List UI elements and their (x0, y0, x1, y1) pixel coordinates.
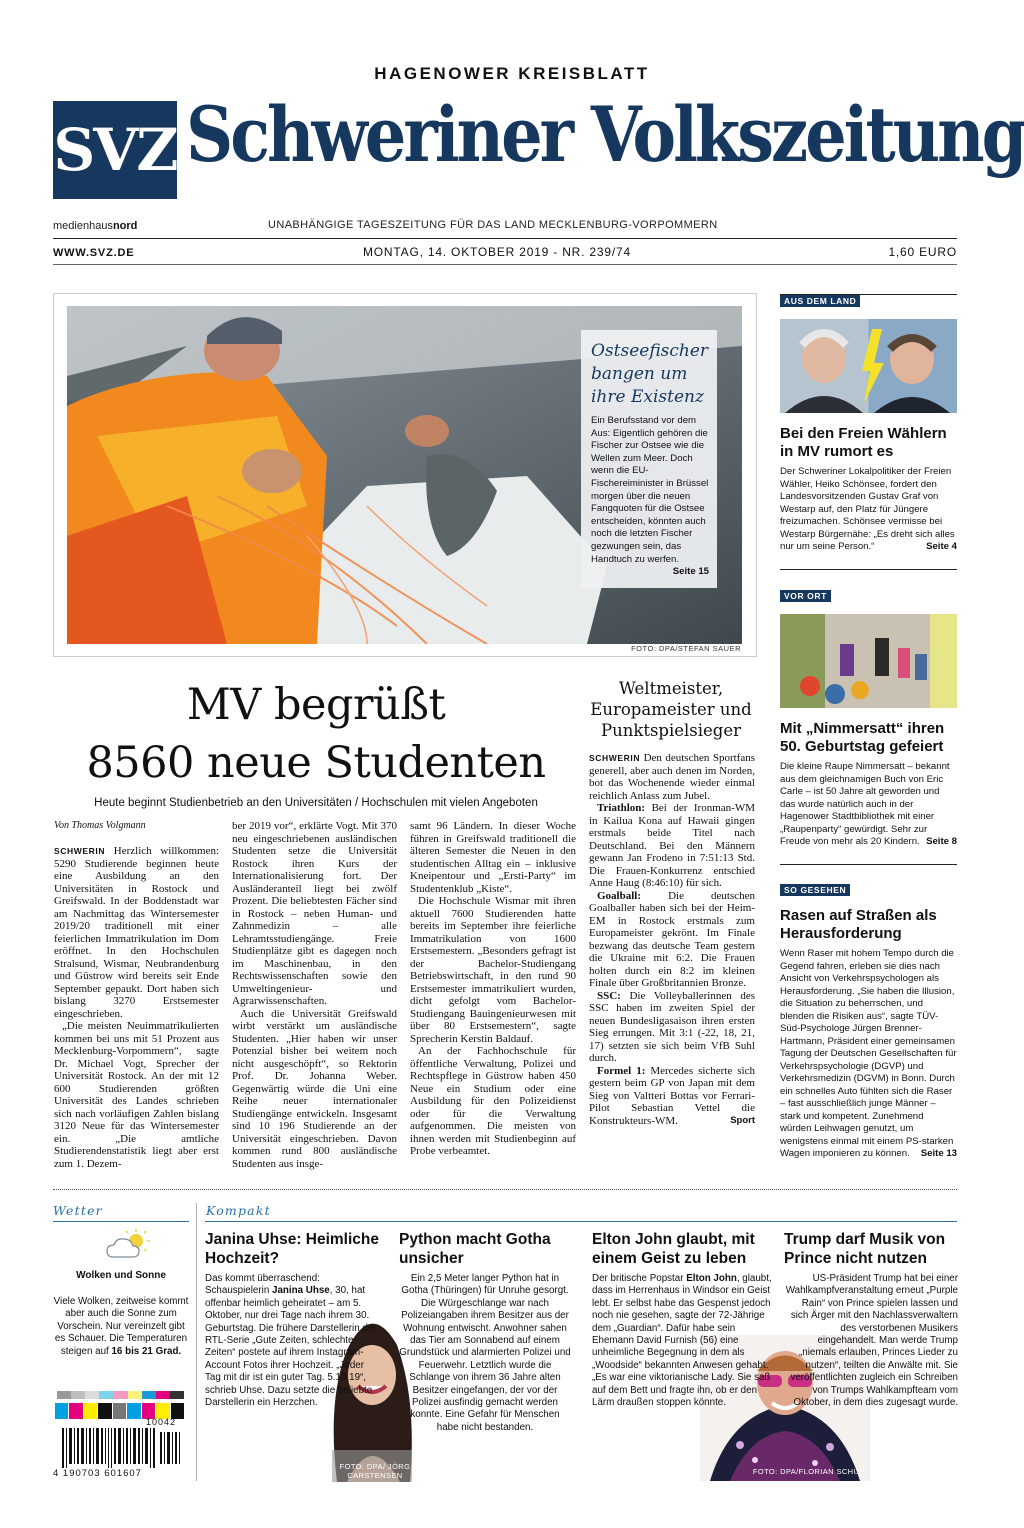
kompakt-item-1-text (205, 1273, 377, 1409)
ort-headline: Mit „Nimmersatt“ ihren 50. Geburtstag gefeiert (780, 720, 945, 755)
tagline: UNABHÄNGIGE TAGESZEITUNG FÜR DAS LAND MECKLENBURG-VORPOMMERN (268, 219, 718, 231)
sidebar-rule-gesehen (780, 864, 957, 865)
lead-headline-line1: MV begrüßt (186, 680, 446, 730)
politicians-photo (780, 319, 957, 413)
photo-caption-body: Ein Berufsstand vor dem Aus: Eigentlich gehören die Fischer zur Ostsee wie die Wellen zum Meer. Doch wenn die EU-Fischereiminister in Brüssel morgen über die neuen Fangquoten für die Ostsee entscheiden, könnten auch noch die letzten Fischer gezwungen sein, das Handtuch zu werfen. (591, 415, 709, 565)
land-text (780, 466, 957, 554)
lead-col3-para3: An der Fachhochschule für öffentliche Verwaltung, Polizei und Rechtspflege in Güstrow haben 450 Neue ein Studium oder eine Ausbildung für den Polizeidienst oder für die Verwaltung aufgenommen. Die meisten von ihnen werden mit Studienbeginn auf Probe verbeamtet. (410, 1045, 576, 1157)
photo-credit: FOTO: DPA/STEFAN SAUER (631, 644, 741, 653)
barcode-number: 4 190703 601607 (53, 1468, 142, 1479)
lead-headline (54, 676, 578, 792)
lead-location: SCHWERIN (54, 846, 106, 856)
ort-text-body: Die kleine Raupe Nimmersatt – bekannt aus dem gleichnamigen Buch von Eric Carle – ist 50 Jahre alt geworden und das wurde natürlich auch in der Hagenower Stadtbibliothek mit einer „Raupenparty“ gewürdigt. Sehr zur Freude von mehr als 20 Kindern. (780, 761, 950, 847)
kompakt-item-3-headline: Elton John glaubt, mit einem Geist zu leben (592, 1231, 755, 1267)
section-label-vor-ort: VOR ORT (780, 590, 831, 602)
photo-caption-page-ref[interactable]: Seite 15 (672, 566, 709, 578)
publisher-name-a: medienhaus (53, 220, 113, 232)
section-label-aus-dem-land: AUS DEM LAND (780, 295, 860, 307)
gesehen-text-body: Wenn Raser mit hohem Tempo durch die Gegend fahren, erleben sie dies nach Ansicht von Verkehrspsychologen als Herausforderung. „Sie haben die Illusion, die Situation zu beherrschen, und blenden die Risiken aus“, sagte TÜV-Süd-Psychologe Jürgen Brenner-Hartmann, Präsident einer gemeinsamen Tagung der Deutschen Gesellschaften für Verkehrspsychologie (DGVP) und Verkehrsmedizin (DGVM) in Bonn. Durch ein schnelles Auto fühlten sich die Raser – fast ausschließlich junge Männer – stark und kompetent. Zunehmend würden Leihwagen genutzt, um wenigstens einmal mit einem PS-starken Wagen imponieren zu können. (780, 948, 957, 1159)
lead-headline-line2: 8560 neue Studenten (86, 738, 546, 788)
weather-text (53, 1296, 189, 1358)
lead-col3-para2: Die Hochschule Wismar mit ihren aktuell 7600 Studierenden hatte bereits im September ihre feierliche Immatrikulation von 1600 Erstsemestern. „Besonders gefragt ist der Bachelor-Studiengang Betriebswirtschaft, in den rund 90 Erstsemester immatrikuliert wurden, dicht gefolgt vom Bachelor-Studiengang Bauingenieurwesen mit über 80 Erstsemestern“, sagte Sprecherin Kerstin Baldauf. (410, 895, 576, 1045)
sport-page-ref[interactable]: Sport (730, 1114, 755, 1126)
lead-col1-para2: „Die meisten Neuimmatrikulierten kommen bei uns mit 51 Prozent aus Mecklenburg-Vorpommern“, sagte Dr. Michael Vogt, Sprecher der Universität Rostock. An der mit 12 600 Studierenden größten Universität des Landes schrieben sich nach vorläufigen Zahlen bislang 3120 Neue für das Wintersemester ein. „Die amtliche Studierendenstatistik liegt aber erst zum 1. Dezem- (54, 1020, 219, 1170)
kompakt-underline (205, 1221, 957, 1222)
gesehen-page-ref[interactable]: Seite 13 (920, 1148, 957, 1159)
publisher-logo (53, 220, 137, 232)
sport-intro-text: Den deutschen Sportfans generell, aber auch denen im Norden, bot das Wochenende wieder einmal reichlich Anlass zum Jubel. (589, 752, 755, 802)
lead-column-2 (232, 820, 397, 1170)
publisher-name-b: nord (112, 220, 138, 232)
kompakt-item-4-headline: Trump darf Musik von Prince nicht nutzen (784, 1231, 946, 1267)
kompakt-item-3-text (592, 1273, 772, 1409)
gesehen-text (780, 948, 957, 1161)
lead-byline: Von Thomas Volgmann (54, 820, 146, 831)
newspaper-title: Schweriner Volkszeitung (186, 90, 1024, 179)
land-text-body: Der Schweriner Lokalpolitiker der Freien Wähler, Heiko Schönsee, fordert den Landesvorsitzenden Gustav Graf von Westarp auf, den Platz für Jüngere freizumachen. Schönsee vermisse bei Westarp Bürgernähe: „Es dreht sich alles nur um seine Person.“ (780, 466, 955, 552)
dateline: MONTAG, 14. OKTOBER 2019 - NR. 239/74 (363, 245, 631, 259)
caterpillar-party-photo (780, 614, 957, 708)
color-calibration-bar (57, 1391, 184, 1399)
sport-column (589, 752, 755, 1127)
lead-col1-intro: Herzlich willkommen: 5290 Studierende beginnen heute eine Ausbildung an den Universitäten in Rostock und Greifswald. In der Boddenstadt war am Nachmittag das Wintersemester 2019/20 traditionell mit einer feierlichen Immatrikulation im Dom eröffnet. In den Hochschulen Stralsund, Wismar, Neubrandenburg und Güstrow wird bereits seit Ende September gepaukt. Dort haben sich bislang 3270 Erstsemester eingeschrieben. (54, 845, 220, 1020)
sport-triathlon-text: Bei der Ironman-WM in Kailua Kona auf Hawaii gingen erstmals beide Titel nach Deutschland. Bei den Männern gewann Jan Frodeno in 7:51:13 Std. Die Frauen-Konkurrenz entschied Anne Haug (8:46:10) für sich. (589, 802, 755, 889)
politicians-illustration (780, 319, 957, 413)
lead-col2-para2: Auch die Universität Greifswald wirbt verstärkt um ausländische Studenten. „Hier haben wir unser Potenzial bisher bei weitem noch nicht ausgeschöpft“, so Rektorin Prof. Dr. Johanna Weber. Gegenwärtig würde die Uni eine Reihe neuer internationaler Studiengänge entwickeln. Insgesamt sind 10 196 Studierende an der Universität eingeschrieben. Davon kommen rund 800 ausländische Studenten aus insge- (232, 1007, 397, 1170)
lead-col3-para1: samt 96 Ländern. In dieser Woche führen in Greifswald traditionell die älteren Semester die Neuen in den studentischen Alltag ein – inklusive Kneipentour und „Ersti-Party“ im Studentenklub „Kiste“. (410, 820, 576, 895)
kompakt-item-2-headline: Python macht Gotha unsicher (399, 1231, 551, 1267)
sport-formel1-text: Mercedes sicherte sich gestern beim GP von Japan mit dem Sieg von Valtteri Bottas vor Ferrari-Pilot Sebastian Vettel die Konstrukteurs-WM. (589, 1064, 755, 1127)
ort-text (780, 761, 957, 849)
bottom-section-rule (53, 1189, 957, 1190)
kompakt-item-3-text-b: , glaubt, dass im Herrenhaus in Windsor ein Geist lebt. Er selbst habe das Gespenst jedoch noch nie gesehen, sagte der 72-Jährige dem „Guardian“. Dafür habe sein Ehemann David Furnish (56) eine unheimliche Begegnung in dem als „Woodside“ bekannten Anwesen gehabt. „Es war eine viktorianische Lady. Sie saß auf dem Bett und fragte ihn, ob er den Lärm draußen stoppen könnte. (592, 1273, 772, 1409)
photo-caption-text (591, 415, 709, 578)
cloud-sun-icon (103, 1229, 153, 1261)
weather-title: Wolken und Sonne (76, 1270, 166, 1281)
sport-headline: Weltmeister, Europameister und Punktspielsieger (590, 679, 752, 740)
gesehen-headline: Rasen auf Straßen als Herausforderung (780, 907, 937, 942)
column-divider (196, 1203, 197, 1481)
weather-text-body: Viele Wolken, zeitweise kommt aber auch die Sonne zum Vorschein. Nur vereinzelt gibt es Schauer. Die Temperaturen steigen auf (53, 1296, 189, 1357)
website-link[interactable]: WWW.SVZ.DE (53, 247, 135, 259)
sport-goalball-text: Die deutschen Goalballer haben sich bei der Heim-EM in Rostock erstmals zum Europameister gekrönt. Im Finale bezwang das deutsche Team gestern die Ukraine mit 6:2. Die Frauen holten durch ein 8:2 im kleinen Finale über Großbritannien Bronze. (589, 889, 755, 989)
ort-page-ref[interactable]: Seite 8 (926, 836, 957, 847)
sport-ssc-label: SSC: (597, 989, 621, 1002)
lead-col2-para1: ber 2019 vor“, erklärte Vogt. Mit 370 neu eingeschriebenen ausländischen Studenten setze die Universität Rostock ihren Kurs der Internationalisierung fort. Der Ausländeranteil liegt bei zwölf Prozent. Die beliebtesten Fächer sind in Rostock – neben Human- und Zahnmedizin – alle Lehramtsstudiengänge. Freie Studienplätze gibt es dagegen noch im Maschinenbau, in den Rechtswissenschaften sowie den Umweltingenieur- und Agrarwissenschaften. (232, 820, 397, 1007)
sidebar-rule-ort (780, 569, 957, 570)
photo-caption-box (581, 330, 717, 588)
svz-logo: SVZ (53, 101, 177, 199)
photo-caption-title: Ostseefischer bangen um ihre Existenz (591, 341, 709, 407)
land-page-ref[interactable]: Seite 4 (926, 541, 957, 552)
sport-triathlon (589, 802, 755, 890)
land-headline: Bei den Freien Wählern in MV rumort es (780, 425, 947, 460)
sport-formel1-label: Formel 1: (597, 1064, 646, 1077)
kompakt-item-4-text: US-Präsident Trump hat bei einer Wahlkampfveranstaltung erneut „Purple Rain“ von Prince spielen lassen und sich Ärger mit den Nachlassverwaltern des verstorbenen Musikers eingehandelt. Man werde Trump „niemals erlauben, Princes Lieder zu nutzen“, teilten die Anwälte mit. Sie veröffentlichten zugleich ein Schreiben von Trumps Wahlkampfteam vom Oktober, in dem dies zugesagt wurde. (785, 1273, 958, 1409)
barcode-addon-number: 10042 (146, 1417, 177, 1427)
weather-header: Wetter (53, 1203, 103, 1218)
lead-col1-para1 (54, 845, 219, 1020)
kompakt-item-2-text: Ein 2,5 Meter langer Python hat in Gotha (Thüringen) für Unruhe gesorgt. Die Würgeschlange war nach Polizeiangaben ihrem Besitzer aus der Wohnung entwischt. Anwohner sahen das Tier am Sonnabend auf einem Grundstück und alarmierten Polizei und Feuerwehr. Letztlich wurde die Schlange von ihrem 36 Jahre alten Besitzer eingefangen, der vor der Polizei ausfindig gemacht werden konnte. Eine Gefahr für Menschen habe nicht bestanden. (399, 1273, 571, 1433)
sport-formel1 (589, 1065, 755, 1128)
kompakt-item-1-credit: FOTO: DPA/ JÖRG CARSTENSEN (339, 1462, 411, 1480)
sport-intro (589, 752, 755, 802)
kompakt-item-1-name: Janina Uhse (272, 1285, 330, 1297)
kompakt-item-1-text-a: Das kommt überraschend: Schauspielerin (205, 1273, 320, 1297)
weather-underline (53, 1221, 189, 1222)
sport-location: SCHWERIN (589, 753, 641, 763)
sport-goalball (589, 890, 755, 990)
sport-ssc-text: Die Volleyballerinnen des SSC haben im zweiten Spiel der neuen Bundesligasaison ihren ersten Sieg errungen. Mit 3:1 (-22, 18, 21, 17) setzten sie sich beim VfB Suhl durch. (589, 989, 755, 1064)
kompakt-item-3-name: Elton John (686, 1273, 737, 1284)
lead-column-1 (54, 845, 219, 1170)
lead-subhead: Heute beginnt Studienbetrieb an den Universitäten / Hochschulen mit vielen Angeboten (94, 797, 538, 809)
kompakt-item-3-text-a: Der britische Popstar (592, 1273, 684, 1284)
regional-edition-title: HAGENOWER KREISBLATT (374, 64, 650, 83)
sport-triathlon-label: Triathlon: (597, 802, 646, 814)
price: 1,60 EURO (888, 245, 957, 259)
kompakt-item-1-text-b: , 30, hat offenbar heimlich geheiratet – am 5. Oktober, nur drei Tage nach ihrem 30. Geburtstag. Die frühere Darstellerin der RTL-Serie „Gute Zeiten, schlechte Zeiten“ postete auf ihrem Instagram-Account Fotos ihrer Hochzeit. „Jeder Tag mit dir ist ein guter Tag. 5.10.19“, schrieb Uhse. Dazu setzte die beliebte Darstellerin ein Herzchen. (205, 1285, 377, 1409)
section-label-so-gesehen: SO GESEHEN (780, 884, 850, 896)
sport-goalball-label: Goalball: (597, 889, 642, 902)
party-illustration (780, 614, 957, 708)
kompakt-item-1-headline: Janina Uhse: Heimliche Hochzeit? (205, 1231, 380, 1267)
kompakt-item-3-credit: FOTO: DPA/FLORIAN SCHUH (752, 1467, 866, 1476)
lead-column-3 (410, 820, 576, 1158)
kompakt-header: Kompakt (206, 1203, 271, 1218)
masthead-rule (53, 238, 957, 239)
sport-ssc (589, 990, 755, 1065)
weather-temperature: 16 bis 21 Grad. (111, 1345, 182, 1357)
dateline-rule (53, 264, 957, 265)
